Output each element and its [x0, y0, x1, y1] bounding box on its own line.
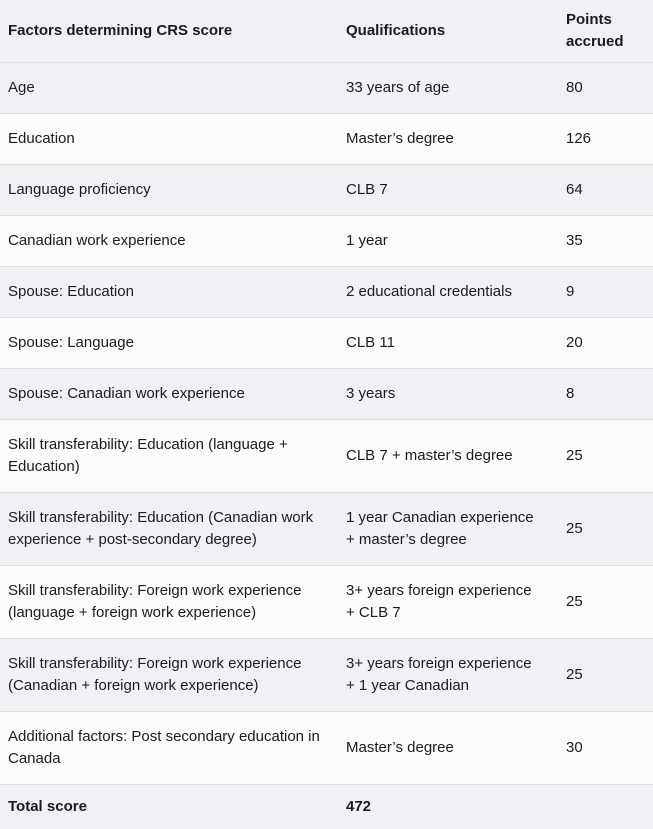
points-cell: 25 — [558, 493, 653, 566]
table-row — [0, 420, 653, 493]
qualification-cell: 3+ years foreign experience + CLB 7 — [338, 566, 558, 639]
factor-cell: Skill transferability: Foreign work experience (language + foreign work experience) — [0, 566, 338, 639]
table-row — [0, 369, 653, 420]
points-cell: 8 — [558, 369, 653, 420]
points-cell: 20 — [558, 318, 653, 369]
total-label: Total score — [0, 785, 338, 829]
qualification-cell: CLB 11 — [338, 318, 558, 369]
factor-cell: Canadian work experience — [0, 216, 338, 267]
qualification-cell: Master’s degree — [338, 712, 558, 785]
points-cell: 80 — [558, 63, 653, 114]
points-cell: 64 — [558, 165, 653, 216]
points-cell: 126 — [558, 114, 653, 165]
qualification-cell: 1 year — [338, 216, 558, 267]
factor-cell: Spouse: Language — [0, 318, 338, 369]
qualification-cell: 3+ years foreign experience + 1 year Canadian — [338, 639, 558, 712]
table-row — [0, 267, 653, 318]
qualification-cell: 1 year Canadian experience + master’s degree — [338, 493, 558, 566]
factor-cell: Language proficiency — [0, 165, 338, 216]
table-header — [0, 0, 653, 63]
qualification-cell: 33 years of age — [338, 63, 558, 114]
column-header-points: Points accrued — [558, 0, 653, 63]
qualification-cell: Master’s degree — [338, 114, 558, 165]
qualification-cell: 3 years — [338, 369, 558, 420]
header-row — [0, 0, 653, 63]
qualification-cell: 2 educational credentials — [338, 267, 558, 318]
qualification-cell: CLB 7 — [338, 165, 558, 216]
points-cell: 35 — [558, 216, 653, 267]
table-row — [0, 165, 653, 216]
table-row — [0, 566, 653, 639]
points-cell: 30 — [558, 712, 653, 785]
factor-cell: Skill transferability: Education (Canadian work experience + post-secondary degree) — [0, 493, 338, 566]
factor-cell: Skill transferability: Education (language + Education) — [0, 420, 338, 493]
points-cell: 25 — [558, 420, 653, 493]
points-cell: 25 — [558, 639, 653, 712]
table-body — [0, 63, 653, 785]
table-row — [0, 712, 653, 785]
factor-cell: Spouse: Canadian work experience — [0, 369, 338, 420]
column-header-qualifications: Qualifications — [338, 0, 558, 63]
table-row — [0, 114, 653, 165]
factor-cell: Skill transferability: Foreign work experience (Canadian + foreign work experience) — [0, 639, 338, 712]
factor-cell: Age — [0, 63, 338, 114]
table-row — [0, 216, 653, 267]
table-row — [0, 63, 653, 114]
factor-cell: Spouse: Education — [0, 267, 338, 318]
qualification-cell: CLB 7 + master’s degree — [338, 420, 558, 493]
column-header-factors: Factors determining CRS score — [0, 0, 338, 63]
table-row — [0, 318, 653, 369]
points-cell: 9 — [558, 267, 653, 318]
table-row — [0, 639, 653, 712]
points-cell: 25 — [558, 566, 653, 639]
table-row — [0, 493, 653, 566]
factor-cell: Education — [0, 114, 338, 165]
factor-cell: Additional factors: Post secondary education in Canada — [0, 712, 338, 785]
total-value: 472 — [338, 785, 558, 829]
